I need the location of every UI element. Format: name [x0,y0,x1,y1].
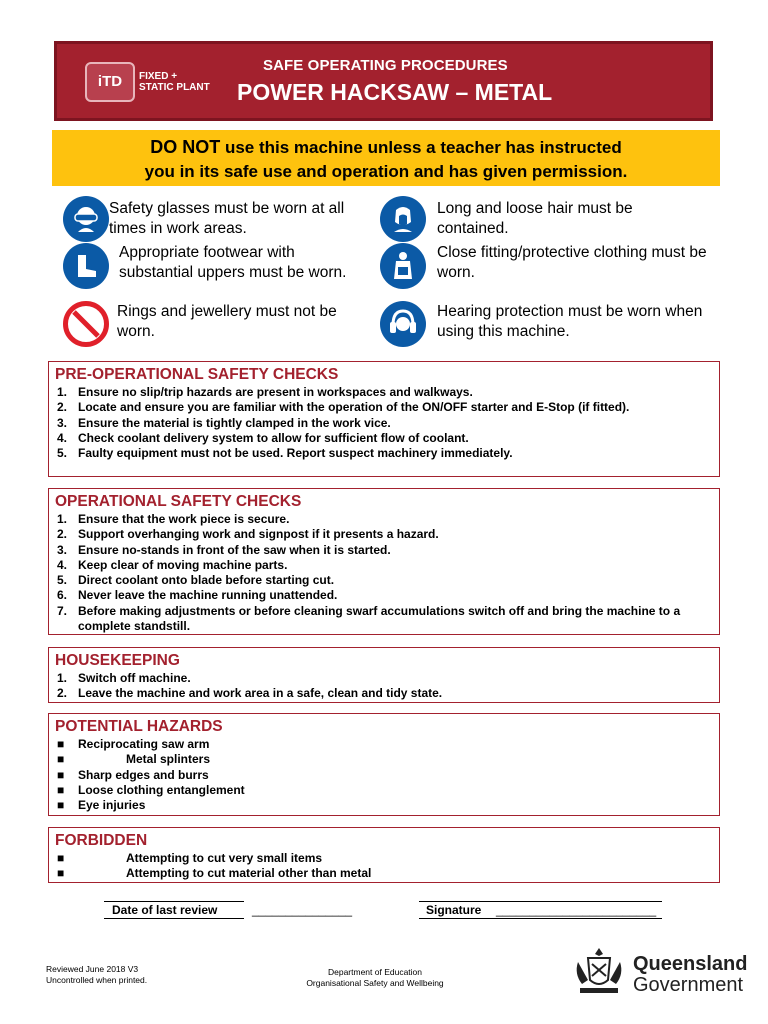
header-banner [54,41,713,121]
ppe-text-footwear: Appropriate footwear with substantial uppers must be worn. [119,244,347,281]
list-item: 7. Before making adjustments or before cleaning swarf accumulations switch off and bring the machine to a complete standstill. [57,603,681,634]
footer-version [46,964,147,986]
list-item: ■ Eye injuries [57,798,146,813]
department-name: Department of Education [327,967,423,977]
date-of-review-label: Date of last review [112,903,218,917]
list-item: 5. Faulty equipment must not be used. Report suspect machinery immediately. [57,446,513,461]
warning-banner [52,130,720,186]
housekeeping-section [48,647,720,703]
logo-label-line2: STATIC PLANT [139,82,210,93]
ppe-text-clothing: Close fitting/protective clothing must be worn. [437,244,707,281]
itd-logo-label [139,71,210,93]
signature-label: Signature [426,903,482,917]
logo-label-line1: FIXED + [139,71,178,82]
protective-clothing-icon [380,243,426,289]
hazards-section [48,713,720,816]
list-item: 1. Ensure no slip/trip hazards are present in workspaces and walkways. [57,385,473,399]
ppe-text-glasses: Safety glasses must be worn at all times in work areas. [109,200,345,237]
warning-line1 [52,135,720,160]
reviewed-date: Reviewed June 2018 V3 [46,964,139,974]
housekeeping-title: HOUSEKEEPING [55,652,180,669]
signature-rule-bottom [419,918,662,919]
list-item: 3. Ensure the material is tightly clamped in the work vice. [57,415,391,430]
signature-rule-top [419,901,662,902]
review-rule-bottom [104,918,244,919]
list-item: ■ Metal splinters [57,752,211,767]
ppe-text-jewellery: Rings and jewellery must not be worn. [117,303,337,340]
ppe-text-hearing: Hearing protection must be worn when using this machine. [437,303,703,340]
review-rule-top [104,901,244,902]
itd-logo: iTD [85,62,135,102]
list-item: ■ Loose clothing entanglement [57,782,245,797]
list-item: 4. Keep clear of moving machine parts. [57,557,288,572]
forbidden-section [48,827,720,883]
queensland-crest-icon [570,944,628,998]
hearing-protection-icon [380,301,426,347]
page-title: POWER HACKSAW – METAL [237,79,553,105]
warning-line2: you in its safe use and operation and has given permission. [144,162,628,181]
list-item: 1. Switch off machine. [57,671,191,685]
qld-line2: Government [633,974,744,996]
ppe-text-hair: Long and loose hair must be contained. [437,200,633,237]
operational-section [48,488,720,635]
header-subtitle: SAFE OPERATING PROCEDURES [263,57,508,74]
pre-operational-title: PRE-OPERATIONAL SAFETY CHECKS [55,366,339,383]
list-item: 2. Locate and ensure you are familiar with the operation of the ON/OFF starter and E-Stop (if fitted). [57,400,630,415]
long-hair-icon [380,196,426,242]
warning-lead: DO NOT [150,137,221,157]
list-item: 6. Never leave the machine running unattended. [57,588,338,603]
safety-boots-icon [63,243,109,289]
safety-glasses-icon [63,196,109,242]
warning-line1-rest: use this machine unless a teacher has instructed [220,138,622,157]
unit-name: Organisational Safety and Wellbeing [306,978,444,988]
list-item: ■ Attempting to cut material other than metal [57,866,372,881]
list-item: 2. Support overhanging work and signpost if it presents a hazard. [57,527,439,542]
no-jewellery-icon [63,301,109,347]
hazards-title: POTENTIAL HAZARDS [55,718,223,735]
queensland-government-logo [633,954,747,996]
date-of-review-blank: _______________ [252,903,353,917]
list-item: 5. Direct coolant onto blade before starting cut. [57,573,335,588]
qld-line1: Queensland [633,953,748,975]
list-item: 1. Ensure that the work piece is secure. [57,512,290,526]
list-item: 3. Ensure no-stands in front of the saw when it is started. [57,542,391,557]
forbidden-title: FORBIDDEN [55,832,148,849]
list-item: 4. Check coolant delivery system to allow for sufficient flow of coolant. [57,430,469,445]
pre-operational-section [48,361,720,477]
operational-title: OPERATIONAL SAFETY CHECKS [55,493,302,510]
signature-blank: ________________________ [496,903,657,917]
uncontrolled-note: Uncontrolled when printed. [46,975,148,985]
list-item: ■ Reciprocating saw arm [57,737,210,751]
footer-department [260,967,490,989]
list-item: ■ Attempting to cut very small items [57,851,323,865]
list-item: 2. Leave the machine and work area in a safe, clean and tidy state. [57,686,443,701]
list-item: ■ Sharp edges and burrs [57,767,209,782]
